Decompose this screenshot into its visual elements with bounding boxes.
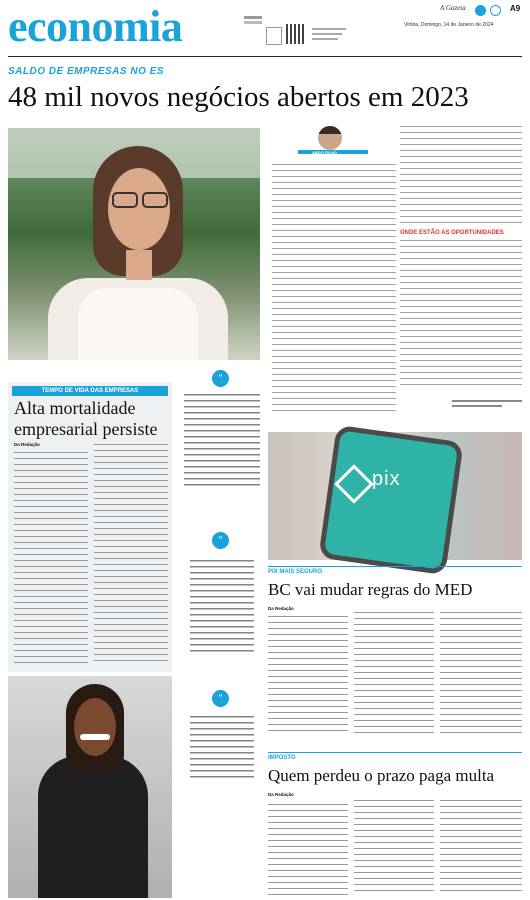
date-line: Vitória, Domingo, 14 de Janeiro de 2024: [404, 22, 494, 28]
header-blurb: [312, 28, 346, 40]
sidebar-headline: Alta mortalidade empresarial persiste: [14, 398, 158, 439]
qr-code-icon: [286, 24, 306, 44]
sidebar-photo: [8, 676, 172, 898]
sidebar-byline: Da Redação: [14, 442, 40, 447]
header-label: [244, 16, 262, 24]
main-text-col-2a: [400, 126, 522, 226]
main-subhead: ONDE ESTÃO AS OPORTUNIDADES: [400, 230, 504, 236]
columnist-name: ABDO FILHO: [312, 150, 337, 155]
phone-icon: [266, 27, 282, 45]
pix-logo: pix: [372, 468, 401, 490]
pix-text-col-1: [268, 616, 348, 734]
sidebar-text-col-1: [14, 452, 88, 666]
social-circle-icon: [475, 5, 486, 16]
quote-icon-2: “: [212, 532, 229, 549]
section-title: economia: [8, 2, 183, 51]
sidebar-kicker: TEMPO DE VIDA DAS EMPRESAS: [12, 386, 168, 396]
main-text-col-1: [272, 164, 396, 414]
pix-text-col-3: [440, 612, 522, 734]
main-text-col-2b: [400, 240, 522, 390]
pix-kicker: PIX MAIS SEGURO: [268, 569, 323, 575]
page-number: A9: [510, 4, 521, 13]
pix-rule: [268, 566, 522, 567]
pull-quote-3: [190, 716, 254, 778]
social-icons: [475, 3, 501, 21]
social-ring-icon: [490, 5, 501, 16]
tax-rule: [268, 752, 522, 753]
main-photo: [8, 128, 260, 360]
columnist-avatar: [318, 126, 342, 150]
pix-byline: Da Redação: [268, 606, 294, 611]
main-kicker: SALDO DE EMPRESAS NO ES: [8, 66, 164, 77]
paper-name: A Gazeta: [440, 4, 466, 12]
tax-text-col-3: [440, 800, 522, 896]
pix-headline: BC vai mudar regras do MED: [268, 580, 473, 599]
tax-byline: Da Redação: [268, 792, 294, 797]
credit-block: [452, 400, 522, 410]
quote-icon-3: “: [212, 690, 229, 707]
pull-quote-1: [184, 394, 260, 490]
tax-text-col-1: [268, 804, 348, 896]
sidebar-text-col-2: [94, 444, 168, 666]
main-headline: 48 mil novos negócios abertos em 2023: [8, 81, 469, 113]
tax-headline: Quem perdeu o prazo paga multa: [268, 766, 495, 785]
pix-text-col-2: [354, 612, 434, 734]
tax-kicker: IMPOSTO: [268, 755, 296, 761]
tax-text-col-2: [354, 800, 434, 896]
pull-quote-2: [190, 560, 254, 656]
quote-icon-1: “: [212, 370, 229, 387]
phone-image: [324, 430, 458, 569]
header-rule: [8, 56, 522, 57]
